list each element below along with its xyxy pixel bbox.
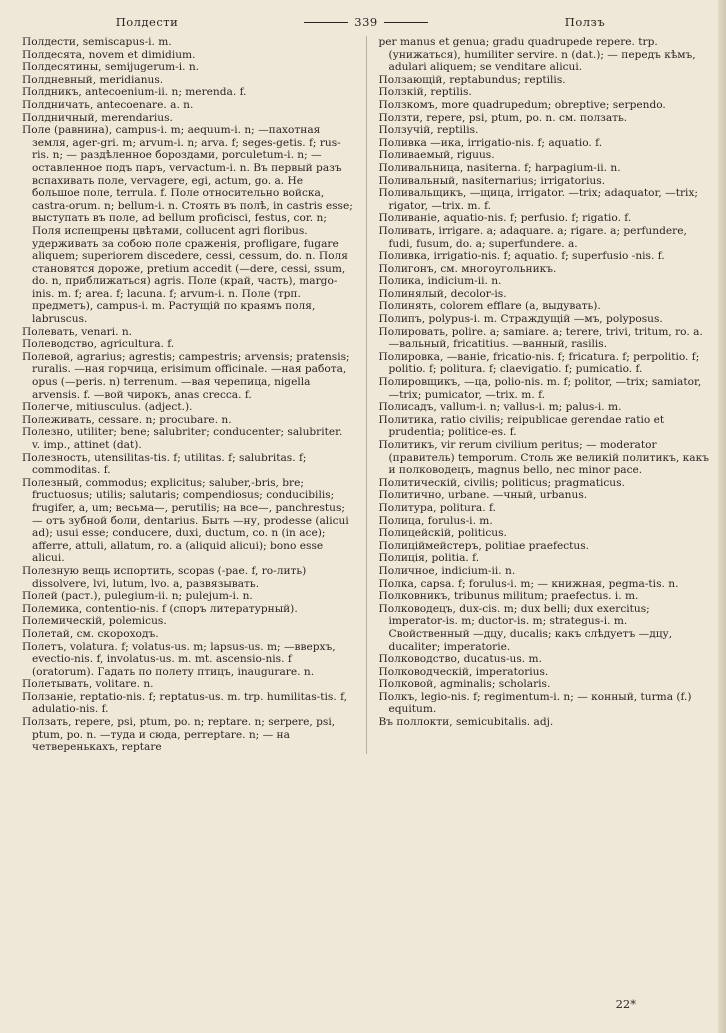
page-number-group: [304, 15, 427, 29]
running-head-right: Ползъ: [564, 15, 606, 29]
dictionary-entry: Полдникъ, antecoenium-ii. n; merenda. f.: [22, 86, 247, 99]
running-head: [22, 12, 710, 32]
dictionary-entry: Поливаемый, riguus.: [378, 149, 495, 162]
dictionary-entry: Ползать, repere, psi, ptum, po. n; reptare. n; serpere, psi, ptum, po. n. —туда и сюда, perreptare. n; — на четверенькахъ, reptare: [22, 716, 336, 754]
dictionary-entry: Полковникъ, tribunus militum; praefectus. i. m.: [378, 590, 639, 603]
dictionary-entry: Полемика, contentio-nis. f (споръ литературный).: [22, 602, 298, 615]
dictionary-entry: Поливальница, nasiterna. f; harpagium-ii. n.: [378, 161, 621, 174]
dictionary-entry: Полировать, polire. a; samiare. a; terere, trivi, tritum, ro. a. —вальный, fricatitius. —ванный, rasilis.: [378, 325, 703, 351]
dictionary-entry: Полевать, venari. n.: [22, 325, 133, 338]
dictionary-entry: Въ поллокти, semicubitalis. adj.: [378, 716, 554, 729]
dictionary-entry: Полезный, commodus; explicitus; saluber,-bris, bre; fructuosus; utilis; salutaris; compendiosus; conducibilis; frugifer, a, um; весьма—, perutilis; на все—, panchrestus; — отъ зубной боли, dentarius. Быть —ну, prodesse (alicui ad); usui esse; conducere, duxi, ductum, co. n (in ace); afferre, attuli, allatum, ro. a (aliquid alicui); bono esse alicui.: [22, 476, 349, 565]
dictionary-entry: Полиція, politia. f.: [378, 552, 480, 565]
rule-right: [384, 22, 428, 23]
dictionary-entry: Ползучій, reptilis.: [378, 124, 479, 137]
dictionary-entry: Полеживать, cessare. n; procubare. n.: [22, 413, 232, 426]
dictionary-entry: Полегче, mitiusculus. (adject.).: [22, 401, 193, 414]
page-number: 339: [354, 15, 378, 29]
dictionary-entry: Полководческій, imperatorius.: [378, 665, 549, 678]
dictionary-entry: Полигонъ, см. многоугольникъ.: [378, 262, 557, 275]
running-head-left: Полдести: [115, 15, 179, 29]
dictionary-entry: Ползаніе, reptatio-nis. f; reptatus-us. m. trp. humilitas-tis. f, adulatio-nis. f.: [22, 690, 347, 716]
dictionary-entry: Полисадъ, vallum-i. n; vallus-i. m; palus-i. m.: [378, 401, 622, 414]
dictionary-entry: Политура, politura. f.: [378, 501, 496, 514]
dictionary-entry: Поливаніе, aquatio-nis. f; perfusio. f; rigatio. f.: [378, 212, 632, 225]
dictionary-entry: Полководство, ducatus-us. m.: [378, 653, 542, 666]
dictionary-entry: Полица, forulus-i. m.: [378, 514, 493, 527]
dictionary-entry: Полика, indicium-ii. n.: [378, 275, 502, 288]
dictionary-entry: Ползающій, reptabundus; reptilis.: [378, 73, 566, 86]
columns: [22, 36, 710, 754]
dictionary-entry: Поливальный, nasiternarius; irrigatorius.: [378, 174, 606, 187]
dictionary-entry: Полководецъ, dux-cis. m; dux belli; dux exercitus; imperator-is. m; ductor-is. m; strategus-i. m. Свойственный —дцу, ducalis; какъ слѣдуетъ —дцу, ducaliter; imperatorie.: [378, 602, 673, 653]
dictionary-entry: Полипъ, polypus-i. m. Страждущій —мъ, polyposus.: [378, 313, 663, 326]
dictionary-entry: Полка, capsa. f; forulus-i. m; — книжная, pegma-tis. n.: [378, 577, 679, 590]
dictionary-entry: Полицейскій, politicus.: [378, 527, 507, 540]
dictionary-entry: Полдести, semiscapus-i. m.: [22, 36, 172, 48]
dictionary-entry: Полинялый, decolor-is.: [378, 287, 507, 300]
dictionary-entry: Полковой, agminalis; scholaris.: [378, 678, 551, 691]
dictionary-entry: Полиціймейстеръ, politiae praefectus.: [378, 539, 590, 552]
dictionary-entry: Политикъ, vir rerum civilium peritus; — moderator (правитель) temporum. Столь же великій политикъ, какъ и полководецъ, magnus bello, nec minor pace.: [378, 439, 709, 477]
dictionary-entry: Полеводство, agricultura. f.: [22, 338, 175, 351]
dictionary-entry: Политическій, civilis; politicus; pragmaticus.: [378, 476, 625, 489]
dictionary-entry: Ползкій, reptilis.: [378, 86, 472, 99]
scan-edge: [718, 0, 726, 1033]
left-column: [22, 36, 354, 754]
dictionary-entry: Полезную вещь испортить, scopas (-рае. f, ro-лить) dissolvere, lvi, lutum, lvo. a, развязывать.: [22, 564, 307, 590]
dictionary-entry: Полкъ, legio-nis. f; regimentum-i. n; — конный, turma (f.) equitum.: [378, 690, 692, 716]
dictionary-entry: Полдесятины, semijugerum-i. n.: [22, 61, 200, 74]
dictionary-entry: Полезно, utiliter; bene; salubriter; conducenter; salubriter. v. imp., attinet (dat).: [22, 426, 343, 451]
dictionary-entry: Полинять, colorem efflare (a, выдувать).: [378, 300, 601, 313]
dictionary-entry: Полей (раст.), pulegium-ii. n; pulejum-i. n.: [22, 590, 253, 603]
dictionary-entry: Поличное, indicium-ii. n.: [378, 564, 516, 577]
dictionary-entry: Полетъ, volatura. f; volatus-us. m; lapsus-us. m; —вверхъ, evectio-nis. f, involatus-us. m. mt. ascensio-nis. f (oratorum). Гадать по полету птицъ, inaugurare. n.: [22, 640, 336, 678]
dictionary-entry: Поливка, irrigatio-nis. f; aquatio. f; superfusio -nis. f.: [378, 250, 665, 263]
dictionary-entry: Полировка, —ваніе, fricatio-nis. f; fricatura. f; perpolitio. f; politio. f; politura. f; claevigatio. f; pumicatio. f.: [378, 350, 700, 376]
dictionary-entry: Полдневный, meridianus.: [22, 73, 164, 86]
dictionary-entry: per manus et genua; gradu quadrupede repere. trp. (унижаться), humiliter servire. n (dat.); — передъ кѣмъ, adulari aliquem; se venditare alicui.: [378, 36, 696, 74]
right-column: [379, 36, 711, 754]
dictionary-entry: Поле (равнина), campus-i. m; aequum-i. n; —пахотная земля, ager-gri. m; arvum-i. n; arva. f; seges-getis. f; rus-ris. n; — раздѣленное бороздами, porculetum-i. n; — оставленное подъ паръ, vervactum-i. n. Въ первый разъ вспахивать поле, vervagere, egi, actum, go. a. Не большое поле, terrula. f. Поле относительно войска, castra-orum. n; bellum-i. n. Стоять въ полѣ, in castris esse; выступать въ поле, ad bellum proficisci, festus, cor. n; Поля испещрены цвѣтами, collucent agri floribus. удерживать за собою поле сраженія, profligare, fugare aliquem; superiorem discedere, cessi, cessum, do. n. Поля становятся дороже, pretium accedit (—dere, cessi, ssum, do. n, приближаться) agris. Поле (край, часть), margo-inis. m. f; area. f; lacuna. f; arvum-i. n. Поле (трп. предметъ), campus-i. m. Растущій по краямъ поля, labruscus.: [22, 124, 353, 326]
dictionary-entry: Полдничать, antecoenare. a. n.: [22, 98, 194, 111]
dictionary-entry: Ползкомъ, more quadrupedum; obreptive; serpendo.: [378, 98, 666, 111]
dictionary-entry: Полемическій, polemicus.: [22, 615, 167, 628]
dictionary-entry: Полировщикъ, —ца, polio-nis. m. f; politor, —trix; samiator, —trix; pumicator, —trix. m. f.: [378, 376, 702, 401]
dictionary-entry: Ползти, repere, psi, ptum, po. n. см. ползать.: [378, 111, 628, 124]
dictionary-entry: Поливка —ика, irrigatio-nis. f; aquatio. f.: [378, 136, 603, 149]
dictionary-entry: Поливальщикъ, —щица, irrigator. —trix; adaquator, —trix; rigator, —trix. m. f.: [378, 187, 698, 212]
dictionary-entry: Поливать, irrigare. a; adaquare. a; rigare. a; perfundere, fudi, fusum, do. a; superfundere. a.: [378, 224, 687, 250]
dictionary-entry: Полезность, utensilitas-tis. f; utilitas. f; salubritas. f; commoditas. f.: [22, 451, 307, 477]
dictionary-entry: Политично, urbane. —чный, urbanus.: [378, 489, 588, 502]
dictionary-entry: Полетывать, volitare. n.: [22, 678, 154, 691]
dictionary-entry: Полдничный, merendarius.: [22, 111, 173, 124]
dictionary-entry: Полдесята, novem et dimidium.: [22, 48, 196, 61]
dictionary-entry: Полетай, см. скороходъ.: [22, 627, 159, 640]
rule-left: [304, 22, 348, 23]
signature-mark: 22*: [615, 997, 636, 1011]
dictionary-entry: Политика, ratio civilis; reipublicae gerendae ratio et prudentia; politice-es. f.: [378, 413, 665, 439]
dictionary-entry: Полевой, agrarius; agrestis; campestris; arvensis; pratensis; ruralis. —ная горчица, erisimum officinale. —ная работа, opus (—peris. n) terrenum. —вая черепица, nigella arvensis. f. —вой чирокъ, anas crecca. f.: [22, 350, 350, 401]
column-divider: [366, 36, 367, 754]
